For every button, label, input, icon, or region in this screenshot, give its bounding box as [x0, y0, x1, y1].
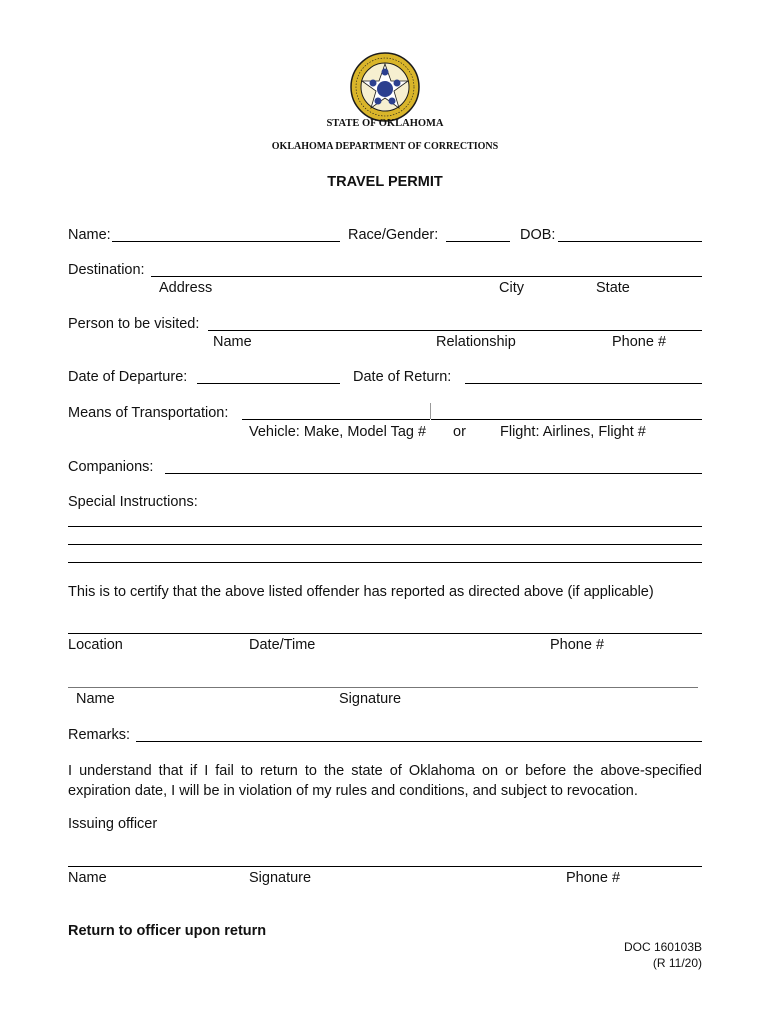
- transport-divider: [430, 403, 431, 419]
- state-header: STATE OF OKLAHOMA: [326, 118, 444, 129]
- form-title: TRAVEL PERMIT: [327, 174, 443, 190]
- issuing-officer-line[interactable]: [68, 866, 702, 867]
- person-phone-caption: Phone #: [612, 334, 667, 350]
- destination-address-caption: Address: [159, 280, 213, 296]
- person-relationship-caption: Relationship: [436, 334, 516, 350]
- departure-label: Date of Departure:: [68, 369, 188, 385]
- special-instructions-line-2[interactable]: [68, 544, 702, 545]
- certify-text: This is to certify that the above listed offender has reported as directed above (if applicable): [68, 584, 654, 600]
- special-instructions-line-1[interactable]: [68, 526, 702, 527]
- departure-date-field[interactable]: [197, 383, 340, 384]
- companions-field[interactable]: [165, 473, 702, 474]
- issuing-phone-caption: Phone #: [566, 870, 621, 886]
- dob-label: DOB:: [520, 227, 556, 243]
- remarks-field[interactable]: [136, 741, 702, 742]
- vehicle-caption: Vehicle: Make, Model Tag #: [249, 424, 427, 440]
- flight-caption: Flight: Airlines, Flight #: [500, 424, 646, 440]
- certify-location-caption: Location: [68, 637, 123, 653]
- destination-label: Destination:: [68, 262, 145, 278]
- person-visited-label: Person to be visited:: [68, 316, 200, 332]
- destination-state-caption: State: [596, 280, 630, 296]
- companions-label: Companions:: [68, 459, 154, 475]
- flight-field[interactable]: [431, 419, 702, 420]
- return-note: Return to officer upon return: [68, 923, 267, 939]
- certify-datetime-caption: Date/Time: [249, 637, 316, 653]
- acknowledgement-statement: I understand that if I fail to return to the state of Oklahoma on or before the above-specified expiration date, I will be in violation of my rules and conditions, and subject to revocation.: [68, 763, 702, 799]
- issuing-name-caption: Name: [68, 870, 107, 886]
- return-date-field[interactable]: [465, 383, 702, 384]
- certify-location-line[interactable]: [68, 633, 702, 634]
- issuing-officer-label: Issuing officer: [68, 816, 158, 832]
- person-name-caption: Name: [213, 334, 252, 350]
- dob-field[interactable]: [558, 241, 702, 242]
- return-label: Date of Return:: [353, 369, 452, 385]
- certify-signature-line[interactable]: [68, 687, 698, 688]
- special-instructions-line-3[interactable]: [68, 562, 702, 563]
- certify-signature-caption: Signature: [339, 691, 402, 707]
- certify-phone-caption: Phone #: [550, 637, 605, 653]
- race-gender-label: Race/Gender:: [348, 227, 439, 243]
- remarks-label: Remarks:: [68, 727, 131, 743]
- department-header: OKLAHOMA DEPARTMENT OF CORRECTIONS: [271, 141, 499, 152]
- vehicle-field[interactable]: [242, 419, 430, 420]
- or-caption: or: [453, 424, 466, 440]
- certify-name-caption: Name: [76, 691, 115, 707]
- special-instructions-label: Special Instructions:: [68, 494, 198, 510]
- form-id: DOC 160103B: [623, 940, 702, 954]
- name-field[interactable]: [112, 241, 340, 242]
- issuing-signature-caption: Signature: [249, 870, 312, 886]
- state-seal-logo: [350, 52, 420, 122]
- destination-city-caption: City: [499, 280, 524, 296]
- form-revision: (R 11/20): [652, 956, 702, 970]
- destination-field[interactable]: [151, 276, 702, 277]
- name-label: Name:: [68, 227, 111, 243]
- person-visited-field[interactable]: [208, 330, 702, 331]
- transport-label: Means of Transportation:: [68, 405, 229, 421]
- race-gender-field[interactable]: [446, 241, 510, 242]
